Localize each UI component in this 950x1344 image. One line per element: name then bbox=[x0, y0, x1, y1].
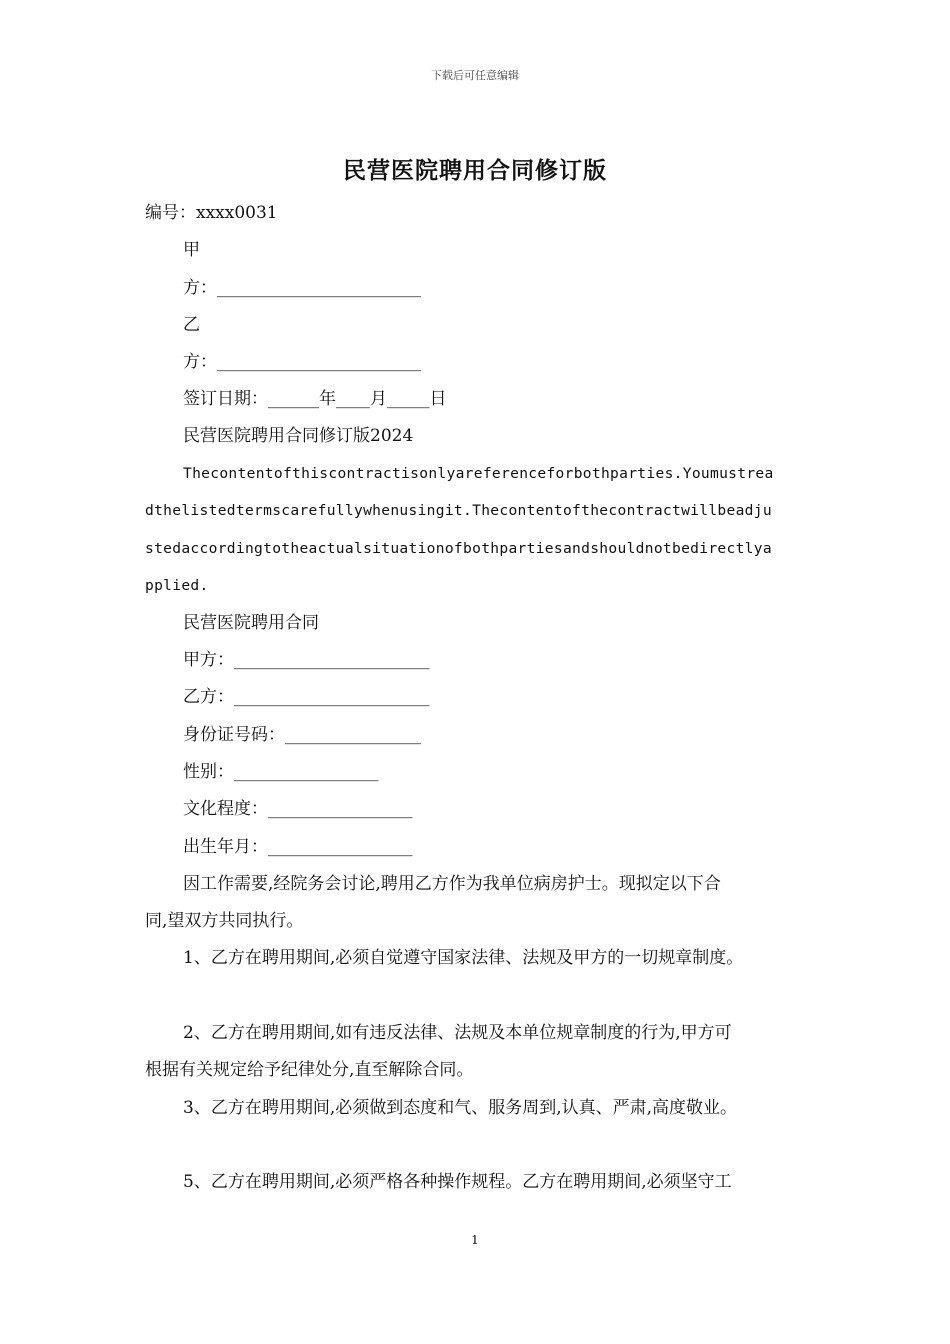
document-title: 民营医院聘用合同修订版 bbox=[343, 157, 607, 184]
contract-title: 民营医院聘用合同 bbox=[183, 613, 319, 633]
english-notice-line: dthelistedtermscarefullywhenusingit.Thecontentofthecontractwillbeadju bbox=[145, 502, 772, 519]
subtitle-2024: 民营医院聘用合同修订版2024 bbox=[183, 426, 414, 446]
field-party-a: 甲方：_______________________ bbox=[183, 650, 430, 670]
party-b-char: 乙 bbox=[183, 315, 200, 335]
field-id-number: 身份证号码：________________ bbox=[183, 725, 421, 745]
party-a-char: 甲 bbox=[183, 240, 200, 260]
field-gender: 性别：_________________ bbox=[183, 762, 379, 782]
english-notice-line: Thecontentofthiscontractisonlyareferenceforbothparties.Youmustrea bbox=[183, 465, 774, 482]
party-a-line: 方：________________________ bbox=[183, 278, 421, 298]
intro-paragraph: 因工作需要,经院务会讨论,聘用乙方作为我单位病房护士。现拟定以下合 bbox=[183, 874, 721, 894]
clause-5: 5、乙方在聘用期间,必须严格各种操作规程。乙方在聘用期间,必须坚守工 bbox=[183, 1172, 732, 1192]
sign-date: 签订日期：______年____月_____日 bbox=[183, 389, 447, 409]
english-notice-line: pplied. bbox=[145, 577, 209, 594]
page-header: 下载后可任意编辑 bbox=[431, 69, 519, 82]
clause-2: 根据有关规定给予纪律处分,直至解除合同。 bbox=[145, 1060, 474, 1080]
intro-paragraph: 同,望双方共同执行。 bbox=[145, 911, 304, 931]
page-number: 1 bbox=[471, 1233, 479, 1247]
clause-2: 2、乙方在聘用期间,如有违反法律、法规及本单位规章制度的行为,甲方可 bbox=[183, 1023, 732, 1043]
party-b-line: 方：________________________ bbox=[183, 352, 421, 372]
field-education: 文化程度：_________________ bbox=[183, 799, 413, 819]
english-notice-line: stedaccordingtotheactualsituationofbothpartiesandshouldnotbedirectlya bbox=[145, 540, 772, 557]
clause-1: 1、乙方在聘用期间,必须自觉遵守国家法律、法规及甲方的一切规章制度。 bbox=[183, 948, 744, 968]
contract-number: 编号：xxxx0031 bbox=[145, 203, 278, 223]
field-birth: 出生年月：_________________ bbox=[183, 837, 413, 857]
field-party-b: 乙方：_______________________ bbox=[183, 687, 430, 707]
clause-3: 3、乙方在聘用期间,必须做到态度和气、服务周到,认真、严肃,高度敬业。 bbox=[183, 1098, 738, 1118]
